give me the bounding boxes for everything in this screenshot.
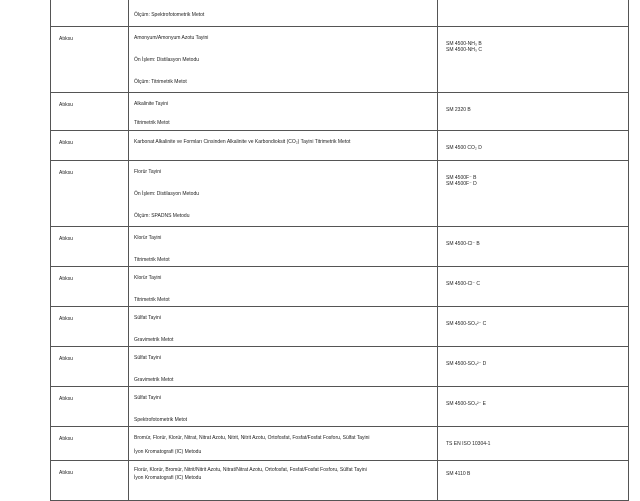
- method-cell: [129, 307, 438, 347]
- matrix-label: Atıksu: [59, 396, 73, 402]
- standard-reference: SM 4500F⁻ D: [446, 181, 477, 187]
- matrix-cell: [51, 93, 129, 131]
- matrix-label: Atıksu: [59, 236, 73, 242]
- method-line: Bromür, Florür, Klorür, Nitrat, Nitrat Azotu, Nitrit, Nitrit Azotu, Ortofosfat, Fosfat/Fosfat Fosforu, Sülfat Tayini: [134, 435, 370, 441]
- standard-cell: [438, 131, 629, 161]
- matrix-cell: [51, 227, 129, 267]
- standard-cell: [438, 93, 629, 131]
- method-cell: [129, 387, 438, 427]
- table-row: [51, 27, 629, 93]
- table-row: [51, 267, 629, 307]
- matrix-label: Atıksu: [59, 102, 73, 108]
- standard-cell: [438, 427, 629, 461]
- method-line: Klorür Tayini: [134, 235, 162, 241]
- method-line: Sülfat Tayini: [134, 355, 161, 361]
- standard-reference: SM 4500-NH₃ C: [446, 47, 482, 53]
- standard-reference: SM 4500-SO₄²⁻ E: [446, 401, 486, 407]
- matrix-cell: [51, 161, 129, 227]
- method-line: Florür, Klorür, Bromür, Nitrit/Nitrit Azotu, Nitrat/Nitrat Azotu, Ortofosfat, Fosfat/Fosfat Fosforu, Sülfat Tayini: [134, 467, 367, 473]
- table-row: [51, 93, 629, 131]
- method-cell: [129, 131, 438, 161]
- method-cell: [129, 27, 438, 93]
- matrix-label: Atıksu: [59, 276, 73, 282]
- standard-cell: [438, 0, 629, 27]
- matrix-label: Atıksu: [59, 140, 73, 146]
- table-row: [51, 427, 629, 461]
- method-cell: [129, 227, 438, 267]
- table-row: [51, 387, 629, 427]
- method-cell: [129, 0, 438, 27]
- method-cell: [129, 427, 438, 461]
- standard-cell: [438, 387, 629, 427]
- table-row: [51, 131, 629, 161]
- method-line: Gravimetrik Metot: [134, 337, 174, 343]
- standard-reference: SM 4500-NH₃ B: [446, 41, 482, 47]
- matrix-cell: [51, 267, 129, 307]
- method-line: Ön İşlem: Distilasyon Metodu: [134, 191, 200, 197]
- method-cell: [129, 461, 438, 501]
- standard-cell: [438, 307, 629, 347]
- standard-cell: [438, 267, 629, 307]
- method-line: Ölçüm: Titrimetrik Metot: [134, 79, 187, 85]
- standard-cell: [438, 347, 629, 387]
- method-cell: [129, 267, 438, 307]
- matrix-cell: [51, 27, 129, 93]
- standard-reference: SM 4500-Cl⁻ C: [446, 281, 481, 287]
- table-row: [51, 307, 629, 347]
- standard-reference: SM 4500-SO₄²⁻ D: [446, 361, 487, 367]
- matrix-cell: [51, 131, 129, 161]
- method-cell: [129, 161, 438, 227]
- method-line: İyon Kromatografi (IC) Metodu: [134, 475, 202, 481]
- standard-reference: SM 4500-Cl⁻ B: [446, 241, 480, 247]
- method-line: Ölçüm: Spektrofotometrik Metot: [134, 12, 205, 18]
- matrix-label: Atıksu: [59, 356, 73, 362]
- method-line: Titrimetrik Metot: [134, 297, 170, 303]
- matrix-label: Atıksu: [59, 316, 73, 322]
- matrix-cell: [51, 347, 129, 387]
- matrix-label: Atıksu: [59, 36, 73, 42]
- method-line: Sülfat Tayini: [134, 395, 161, 401]
- standard-reference: SM 4500-SO₄²⁻ C: [446, 321, 487, 327]
- table-row: [51, 347, 629, 387]
- table-row: [51, 227, 629, 267]
- method-line: Alkalinite Tayini: [134, 101, 169, 107]
- method-cell: [129, 93, 438, 131]
- method-line: Ölçüm: SPADNS Metodu: [134, 213, 190, 219]
- method-line: Florür Tayini: [134, 169, 162, 175]
- table-row: [51, 461, 629, 501]
- matrix-cell: [51, 0, 129, 27]
- matrix-cell: [51, 461, 129, 501]
- table-row: [51, 0, 629, 27]
- standard-reference: TS EN ISO 10304-1: [446, 441, 491, 447]
- matrix-label: Atıksu: [59, 436, 73, 442]
- method-line: Spektrofotometrik Metot: [134, 417, 188, 423]
- standard-reference: SM 4110 B: [446, 471, 471, 477]
- standard-reference: SM 4500F⁻ B: [446, 175, 477, 181]
- matrix-label: Atıksu: [59, 170, 73, 176]
- method-line: Amonyum/Amonyum Azotu Tayini: [134, 35, 209, 41]
- standard-cell: [438, 27, 629, 93]
- method-line: Klorür Tayini: [134, 275, 162, 281]
- method-line: Titrimetrik Metot: [134, 257, 170, 263]
- standard-cell: [438, 461, 629, 501]
- method-cell: [129, 347, 438, 387]
- matrix-cell: [51, 427, 129, 461]
- standard-reference: SM 2320 B: [446, 107, 471, 113]
- standard-reference: SM 4500 CO₂ D: [446, 145, 482, 151]
- method-line: Titrimetrik Metot: [134, 120, 170, 126]
- method-line: Ön İşlem: Distilasyon Metodu: [134, 57, 200, 63]
- standard-cell: [438, 227, 629, 267]
- method-line: Sülfat Tayini: [134, 315, 161, 321]
- matrix-cell: [51, 307, 129, 347]
- method-line: İyon Kromatografi (IC) Metodu: [134, 449, 202, 455]
- method-line: Gravimetrik Metot: [134, 377, 174, 383]
- methods-table: [50, 0, 629, 501]
- matrix-label: Atıksu: [59, 470, 73, 476]
- matrix-cell: [51, 387, 129, 427]
- standard-cell: [438, 161, 629, 227]
- table-row: [51, 161, 629, 227]
- method-line: Karbonat Alkalinite ve Formları Cinsinden Alkalinite ve Karbondioksit (CO₂) Tayini Titrimetrik Metot: [134, 139, 351, 145]
